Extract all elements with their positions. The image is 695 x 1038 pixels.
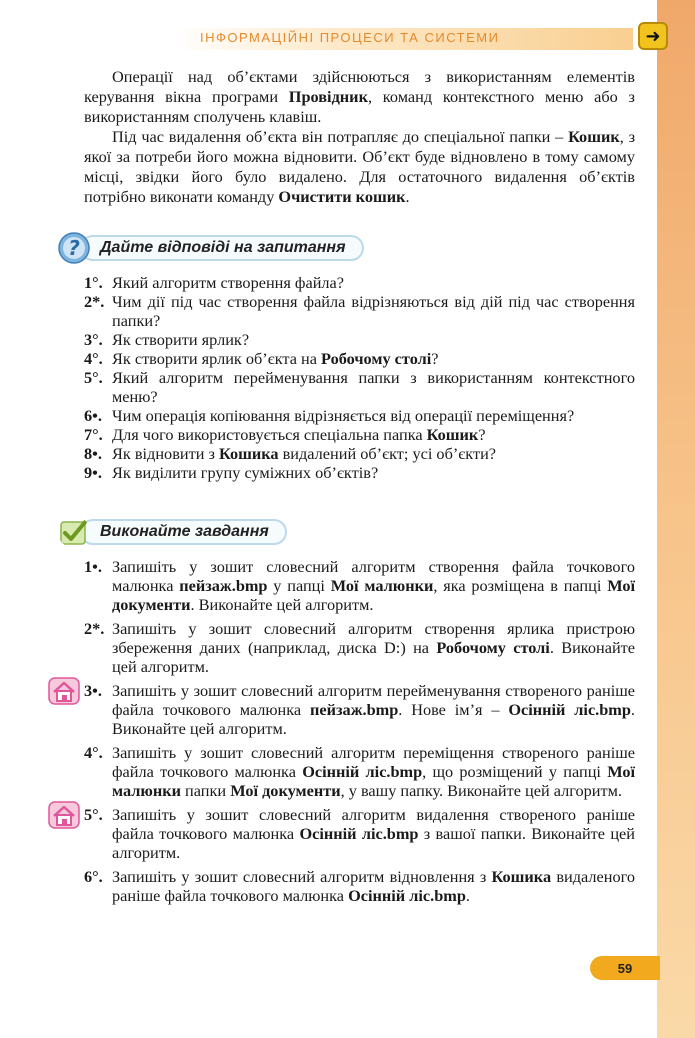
list-item [84,292,635,330]
bold-term: Мої малюнки [112,762,636,800]
right-margin-band [657,0,695,1038]
list-item [84,330,635,349]
list-item [84,619,635,676]
text-run: Для чого використовується спеціальна папка [112,425,427,444]
intro-text [84,67,635,207]
item-number: 7°. [84,425,103,444]
text-run: ? [478,425,486,444]
questions-list [84,273,635,482]
item-text [112,463,635,482]
list-item [84,805,635,862]
bold-term: Кошика [491,867,552,886]
bold-term: Провідник [288,87,368,106]
text-run: видалений об’єкт; усі об’єкти? [278,444,497,463]
bold-term: Осінній ліс.bmp [508,700,631,719]
item-text [112,349,635,368]
bold-term: Робочому столі [321,349,432,368]
item-number: 8•. [84,444,102,463]
text-run: . [465,886,470,905]
text-run: з вашої папки. Виконайте цей алгоритм. [112,824,635,862]
item-text [112,368,635,406]
bold-term: пейзаж.bmp [310,700,399,719]
item-text [112,444,635,463]
item-number: 6•. [84,406,102,425]
text-run: Як створити ярлик об’єкта на [112,349,322,368]
text-run: . Виконайте цей алгоритм. [190,595,374,614]
text-run: Запишіть у зошит словесний алгоритм переміщення створеного раніше файла точкового малюнка [112,743,635,781]
text-run: Операції над об’єктами здійснюються з використанням елементів керування вікна програми [84,67,635,106]
text-run: Як створити ярлик? [112,330,250,349]
next-page-button[interactable] [638,22,668,50]
list-item [84,681,635,738]
bold-term: Кошика [219,444,279,463]
item-number: 4°. [84,743,103,762]
item-number: 1°. [84,273,103,292]
bold-term: Осінній ліс.bmp [348,886,466,905]
text-run: Запишіть у зошит словесний алгоритм створення ярлика пристрою збереження даних (наприклад, диска D:) на [112,619,635,657]
text-run: Запишіть у зошит словесний алгоритм перейменування створеного раніше файла точкового малюнка [112,681,635,719]
question-icon [58,232,90,264]
item-number: 2*. [84,619,105,638]
bold-term: Кошик [426,425,479,444]
item-number: 3°. [84,330,103,349]
list-item [84,349,635,368]
item-number: 4°. [84,349,103,368]
bold-term: Мої малюнки [330,576,434,595]
text-run: , команд контекстного меню або з використанням сполучень клавіш. [84,87,635,126]
questions-title: Дайте відповіді на запитання [80,235,364,261]
bold-term: Осінній ліс.bmp [302,762,423,781]
list-item [84,273,635,292]
text-run: Запишіть у зошит словесний алгоритм видалення створеного раніше файла точкового малюнка [112,805,635,843]
item-number: 5°. [84,805,103,824]
bold-term: Осінній ліс.bmp [299,824,419,843]
item-text [112,743,635,800]
text-run: ? [431,349,439,368]
bold-term: Мої документи [230,781,341,800]
checkmark-icon [58,516,90,548]
item-number: 6°. [84,867,103,886]
text-run: , з якої за потреби його можна відновити. Об’єкт буде відновлено в тому самому місці, звідки його було видалено. Для остаточного видалення об’єктів потрібно виконати команду [84,127,635,206]
intro-paragraph [84,67,635,127]
bold-term: Очистити кошик [278,187,406,206]
item-text [112,557,635,614]
list-item [84,406,635,425]
list-item [84,444,635,463]
item-number: 9•. [84,463,102,482]
home-task-icon [48,677,80,705]
list-item [84,463,635,482]
text-run: Чим дії під час створення файла відрізняються від дій під час створення папки? [112,292,635,330]
arrow-right-icon: ➜ [645,25,661,47]
item-text [112,330,635,349]
bold-term: Кошик [568,127,620,146]
text-run: . Виконайте цей алгоритм. [112,700,635,738]
bold-term: пейзаж.bmp [179,576,268,595]
item-text [112,867,635,905]
text-run: видаленого раніше файла точкового малюнка [112,867,635,905]
list-item [84,743,635,800]
item-number: 2*. [84,292,105,311]
page-number: 59 [590,956,660,980]
item-number: 1•. [84,557,102,576]
bold-term: Робочому столі [436,638,550,657]
list-item [84,368,635,406]
list-item [84,557,635,614]
item-text [112,619,635,676]
text-run: , яка розміщена в папці [433,576,608,595]
item-number: 5°. [84,368,103,387]
text-run: , у вашу папку. Виконайте цей алгоритм. [340,781,623,800]
list-item [84,867,635,905]
text-run: . [405,187,410,206]
text-run: , що розміщений у папці [422,762,608,781]
bold-term: Мої документи [112,576,636,614]
svg-text:?: ? [68,236,80,260]
item-text [112,406,635,425]
text-run: Як виділити групу суміжних об’єктів? [112,463,379,482]
text-run: папки [180,781,231,800]
item-text [112,425,635,444]
text-run: Чим операція копіювання відрізняється від операції переміщення? [112,406,575,425]
tasks-title: Виконайте завдання [80,519,287,545]
item-text [112,805,635,862]
intro-paragraph [84,127,635,207]
item-text [112,681,635,738]
text-run: Який алгоритм перейменування папки з використанням контекстного меню? [112,368,635,406]
item-text [112,273,635,292]
text-run: Запишіть у зошит словесний алгоритм створення файла точкового малюнка [112,557,635,595]
tasks-list [84,557,635,910]
text-run: . Виконайте цей алгоритм. [112,638,636,676]
running-header: ІНФОРМАЦІЙНІ ПРОЦЕСИ ТА СИСТЕМИ [200,30,500,45]
list-item [84,425,635,444]
text-run: . Нове ім’я – [398,700,509,719]
text-run: Який алгоритм створення файла? [112,273,344,292]
text-run: Запишіть у зошит словесний алгоритм відновлення з [112,867,492,886]
text-run: Як відновити з [112,444,219,463]
item-number: 3•. [84,681,102,700]
item-text [112,292,635,330]
text-run: у папці [267,576,331,595]
text-run: Під час видалення об’єкта він потрапляє до спеціальної папки – [112,127,569,146]
home-task-icon [48,801,80,829]
